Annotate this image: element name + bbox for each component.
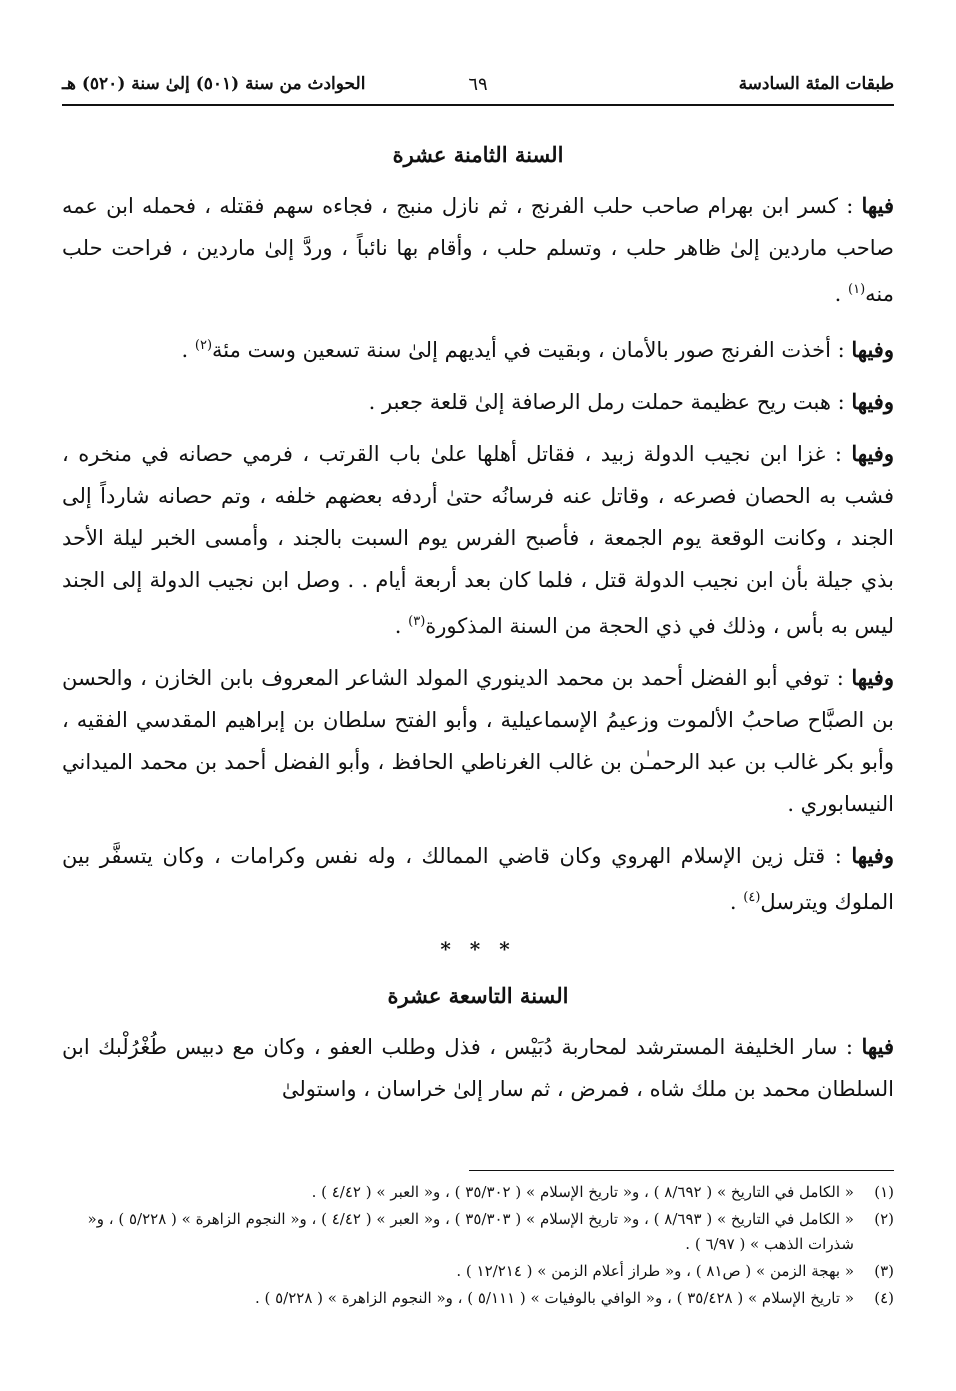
footnote-number: (٢) xyxy=(874,1210,894,1228)
paragraph xyxy=(62,433,894,647)
paragraph-end: . xyxy=(181,338,195,362)
page-body xyxy=(62,142,894,1120)
paragraph xyxy=(62,657,894,825)
page-number: ٦٩ xyxy=(468,74,488,95)
book-title: طبقات المئة السادسة xyxy=(738,74,894,94)
footnote-item xyxy=(62,1286,894,1311)
footnote-text: « تاريخ الإسلام » ( ٣٥/٤٢٨ ) ، و« الوافي بالوفيات » ( ٥/١١١ ) ، و« النجوم الزاهرة » ( ٥/٢٢٨ ) . xyxy=(254,1289,854,1307)
paragraph-text: : قتل زين الإسلام الهروي وكان قاضي الممالك ، وله نفس وكرامات ، وكان يتسفَّر بين الملوك ويترسل xyxy=(62,844,894,914)
paragraph xyxy=(62,325,894,371)
footnote-ref[interactable]: (٢) xyxy=(194,338,213,353)
paragraph-keyword: وفيها xyxy=(851,441,894,466)
paragraph-text: : هبت ريح عظيمة حملت رمل الرصافة إلىٰ قلعة جعبر . xyxy=(368,390,852,414)
paragraph-keyword: فيها xyxy=(861,193,894,218)
paragraph xyxy=(62,835,894,923)
footnote-item xyxy=(62,1207,894,1257)
footnote-rule xyxy=(469,1170,894,1171)
section-title-year-18: السنة الثامنة عشرة xyxy=(392,142,564,167)
paragraph xyxy=(62,185,894,315)
footnotes xyxy=(62,1180,894,1313)
paragraph-text: : غزا ابن نجيب الدولة زبيد ، فقاتل أهلها علىٰ باب القرتب ، فرمي حصانه في منخره ، فشب به الحصان فصرعه ، وقاتل عنه فرسانُه حتىٰ أردفه بعضهم خلفه ، وتم حصانه شارداً إلى الجند ، وكانت الوقعة يوم الجمعة ، فأصبح الفرس يوم السبت بالجند ، وأمسى الخبر ليلة الأحد بذي جيلة بأن ابن نجيب الدولة قتل ، فلما كان بعد أربعة أيام . . وصل ابن نجيب الدولة إلى الجند ليس به بأس ، وذلك في ذي الحجة من السنة المذكورة xyxy=(62,442,894,638)
paragraph-text: : أخذت الفرنج صور بالأمان ، وبقيت في أيديهم إلىٰ سنة تسعين وست مئة xyxy=(212,338,852,362)
footnote-number: (٤) xyxy=(874,1289,894,1307)
paragraph-text: : توفي أبو الفضل أحمد بن محمد الدينوري المولد الشاعر المعروف بابن الخازن ، والحسن بن الصبَّاح صاحبُ الألموت وزعيمُ الإسماعيلية ، وأبو الفتح سلطان بن إبراهيم المقدسي الفقيه ، وأبو بكر غالب بن عبد الرحمـٰن بن غالب الغرناطي الحافظ ، وأبو الفضل أحمد بن محمد الميداني النيسابوري . xyxy=(62,666,894,816)
book-page xyxy=(62,60,894,1360)
section-title-year-19: السنة التاسعة عشرة xyxy=(387,983,569,1008)
paragraph-keyword: فيها xyxy=(861,1034,894,1059)
paragraph-end: . xyxy=(834,282,848,306)
paragraph-text: : سار الخليفة المسترشد لمحاربة دُبَيْس ، فذل وطلب العفو ، وكان مع دبيس طُغْرُلْبك ابن السلطان محمد بن ملك شاه ، فمرض ، ثم سار إلىٰ خراسان ، واستولىٰ xyxy=(62,1035,894,1101)
paragraph xyxy=(62,1026,894,1110)
footnote-number: (١) xyxy=(874,1183,894,1201)
header-rule xyxy=(62,104,894,106)
chapter-title: الحوادث من سنة (٥٠١) إلىٰ سنة (٥٢٠) هـ xyxy=(62,74,366,94)
footnote-item xyxy=(62,1180,894,1205)
footnote-text: « الكامل في التاريخ » ( ٨/٦٩٣ ) ، و« تاريخ الإسلام » ( ٣٥/٣٠٣ ) ، و« العبر » ( ٤/٤٢ ) ، و« النجوم الزاهرة » ( ٥/٢٢٨ ) ، و« شذرات الذهب » ( ٦/٩٧ ) . xyxy=(87,1210,854,1253)
paragraph-keyword: وفيها xyxy=(851,843,894,868)
paragraph-end: . xyxy=(394,614,409,638)
footnote-ref[interactable]: (٣) xyxy=(408,614,426,629)
footnote-text: « بهجة الزمن » ( ص٨١ ) ، و« طراز أعلام الزمن » ( ١٢/٢١٤ ) . xyxy=(456,1262,854,1280)
paragraph-end: . xyxy=(729,890,744,914)
page-header xyxy=(62,74,894,104)
paragraph-keyword: وفيها xyxy=(851,665,894,690)
paragraph-keyword: وفيها xyxy=(851,337,894,362)
footnote-text: « الكامل في التاريخ » ( ٨/٦٩٢ ) ، و« تاريخ الإسلام » ( ٣٥/٣٠٢ ) ، و« العبر » ( ٤/٤٢ ) . xyxy=(311,1183,854,1201)
footnote-ref[interactable]: (١) xyxy=(848,282,866,297)
paragraph-text: : كسر ابن بهرام صاحب حلب الفرنج ، ثم نازل منبج ، فجاءه سهم فقتله ، فحمله ابن عمه صاحب ماردين إلىٰ ظاهر حلب ، وتسلم حلب ، وأقام بها نائباً ، وردَّ إلىٰ ماردين ، فراحت حلب منه xyxy=(62,194,894,306)
footnote-number: (٣) xyxy=(874,1262,894,1280)
paragraph-keyword: وفيها xyxy=(851,389,894,414)
footnote-ref[interactable]: (٤) xyxy=(743,890,761,905)
section-separator: * * * xyxy=(440,937,516,961)
paragraph xyxy=(62,381,894,423)
footnote-item xyxy=(62,1259,894,1284)
